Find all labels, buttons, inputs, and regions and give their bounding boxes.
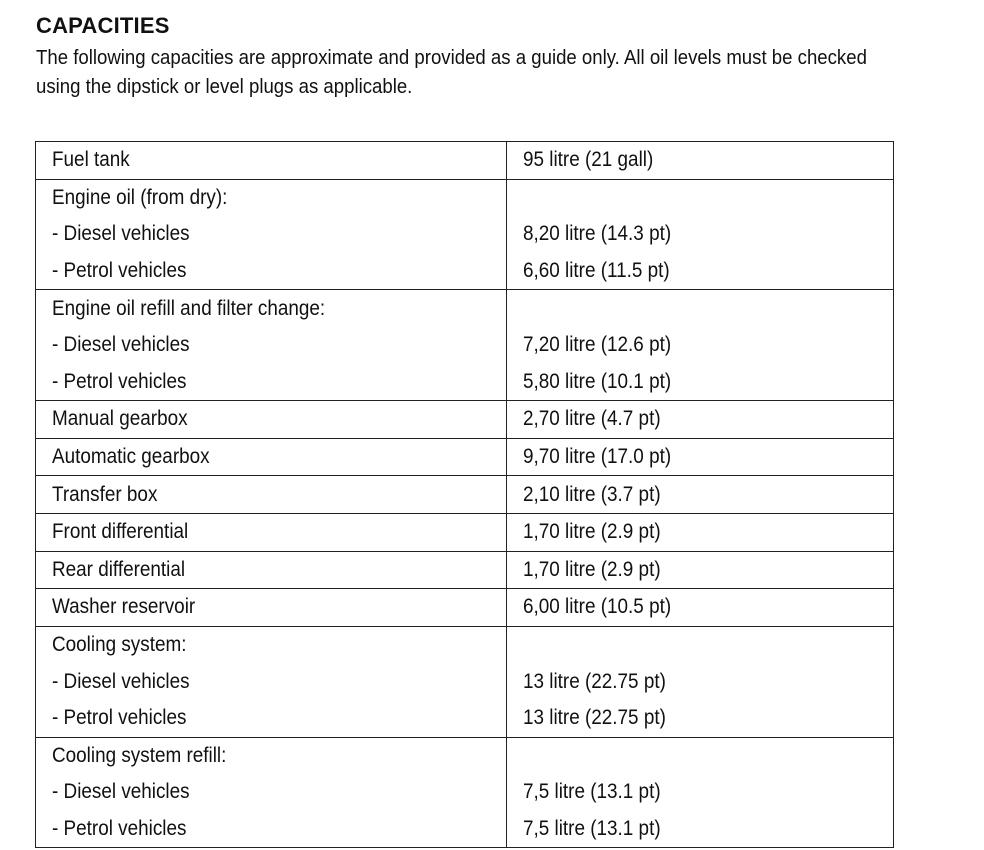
capacity-value-cell bbox=[507, 589, 894, 627]
table-row bbox=[36, 589, 894, 627]
capacity-item-cell bbox=[36, 513, 507, 551]
capacity-item-cell bbox=[36, 216, 507, 253]
capacity-value-cell bbox=[507, 438, 894, 476]
capacity-item-label: Engine oil refill and filter change: bbox=[52, 296, 326, 320]
capacity-item-label: Engine oil (from dry): bbox=[52, 185, 228, 209]
capacity-item-cell bbox=[36, 253, 507, 290]
capacity-value: 13 litre (22.75 pt) bbox=[523, 706, 666, 730]
capacity-item-label: Transfer box bbox=[52, 482, 158, 506]
capacity-value-cell bbox=[507, 290, 894, 327]
capacity-item-cell bbox=[36, 663, 507, 700]
capacity-item-cell bbox=[36, 327, 507, 364]
table-row bbox=[36, 626, 894, 663]
capacities-table-body bbox=[36, 142, 894, 848]
capacity-item-label: - Diesel vehicles bbox=[52, 780, 190, 804]
capacity-item-cell bbox=[36, 142, 507, 180]
capacity-value: 7,5 litre (13.1 pt) bbox=[523, 780, 661, 804]
capacity-value: 2,10 litre (3.7 pt) bbox=[523, 482, 661, 506]
table-row bbox=[36, 364, 894, 401]
capacity-item-label: Washer reservoir bbox=[52, 595, 196, 619]
table-row bbox=[36, 216, 894, 253]
capacity-item-label: Rear differential bbox=[52, 557, 186, 581]
capacity-value-cell bbox=[507, 700, 894, 737]
capacity-item-cell bbox=[36, 737, 507, 774]
capacity-item-label: - Petrol vehicles bbox=[52, 369, 187, 393]
capacity-value: 95 litre (21 gall) bbox=[523, 148, 654, 172]
capacity-value-cell bbox=[507, 737, 894, 774]
capacity-value: 7,5 litre (13.1 pt) bbox=[523, 816, 661, 840]
capacity-item-label: - Petrol vehicles bbox=[52, 706, 187, 730]
capacity-value: 7,20 litre (12.6 pt) bbox=[523, 333, 672, 357]
table-row bbox=[36, 327, 894, 364]
capacity-item-cell bbox=[36, 811, 507, 848]
capacity-item-cell bbox=[36, 401, 507, 439]
table-row bbox=[36, 253, 894, 290]
capacity-value-cell bbox=[507, 216, 894, 253]
capacity-value: 13 litre (22.75 pt) bbox=[523, 669, 666, 693]
capacity-value-cell bbox=[507, 401, 894, 439]
capacity-item-cell bbox=[36, 438, 507, 476]
capacity-item-cell bbox=[36, 626, 507, 663]
table-row bbox=[36, 700, 894, 737]
capacity-value: 8,20 litre (14.3 pt) bbox=[523, 222, 672, 246]
capacity-item-label: Cooling system: bbox=[52, 633, 187, 657]
table-row bbox=[36, 401, 894, 439]
page-title: CAPACITIES bbox=[36, 13, 170, 38]
capacity-item-label: - Diesel vehicles bbox=[52, 222, 190, 246]
capacity-item-label: - Diesel vehicles bbox=[52, 669, 190, 693]
capacity-value-cell bbox=[507, 142, 894, 180]
capacity-value-cell bbox=[507, 774, 894, 811]
capacity-item-cell bbox=[36, 589, 507, 627]
capacity-value: 1,70 litre (2.9 pt) bbox=[523, 557, 661, 581]
capacity-item-label: - Petrol vehicles bbox=[52, 816, 187, 840]
capacity-item-label: - Petrol vehicles bbox=[52, 259, 187, 283]
capacity-value: 9,70 litre (17.0 pt) bbox=[523, 445, 672, 469]
capacity-item-cell bbox=[36, 290, 507, 327]
capacities-table bbox=[35, 141, 894, 848]
capacity-item-label: Manual gearbox bbox=[52, 407, 188, 431]
capacity-value-cell bbox=[507, 364, 894, 401]
intro-paragraph: The following capacities are approximate and provided as a guide only. All oil levels must be checked using the dipstick or level plugs as applicable. bbox=[36, 47, 867, 98]
capacity-value-cell bbox=[507, 179, 894, 216]
capacity-value: 1,70 litre (2.9 pt) bbox=[523, 520, 661, 544]
capacity-value: 6,60 litre (11.5 pt) bbox=[523, 259, 670, 283]
capacity-value-cell bbox=[507, 663, 894, 700]
table-row bbox=[36, 811, 894, 848]
capacity-item-label: Cooling system refill: bbox=[52, 743, 227, 767]
table-row bbox=[36, 663, 894, 700]
table-row bbox=[36, 142, 894, 180]
capacity-item-cell bbox=[36, 700, 507, 737]
table-row bbox=[36, 476, 894, 514]
table-row bbox=[36, 737, 894, 774]
capacity-value-cell bbox=[507, 476, 894, 514]
capacity-value-cell bbox=[507, 811, 894, 848]
table-row bbox=[36, 179, 894, 216]
table-row bbox=[36, 438, 894, 476]
capacity-item-cell bbox=[36, 179, 507, 216]
capacity-item-label: - Diesel vehicles bbox=[52, 333, 190, 357]
capacity-item-cell bbox=[36, 476, 507, 514]
capacity-value: 2,70 litre (4.7 pt) bbox=[523, 407, 661, 431]
capacity-item-cell bbox=[36, 364, 507, 401]
capacity-value: 5,80 litre (10.1 pt) bbox=[523, 369, 672, 393]
capacity-value-cell bbox=[507, 551, 894, 589]
capacity-item-cell bbox=[36, 551, 507, 589]
table-row bbox=[36, 774, 894, 811]
capacity-value: 6,00 litre (10.5 pt) bbox=[523, 595, 672, 619]
table-row bbox=[36, 290, 894, 327]
capacity-value-cell bbox=[507, 513, 894, 551]
capacity-value-cell bbox=[507, 626, 894, 663]
capacity-item-label: Fuel tank bbox=[52, 148, 130, 172]
capacity-item-label: Front differential bbox=[52, 520, 189, 544]
table-row bbox=[36, 513, 894, 551]
capacity-value-cell bbox=[507, 253, 894, 290]
capacity-item-cell bbox=[36, 774, 507, 811]
table-row bbox=[36, 551, 894, 589]
capacity-item-label: Automatic gearbox bbox=[52, 445, 210, 469]
capacity-value-cell bbox=[507, 327, 894, 364]
